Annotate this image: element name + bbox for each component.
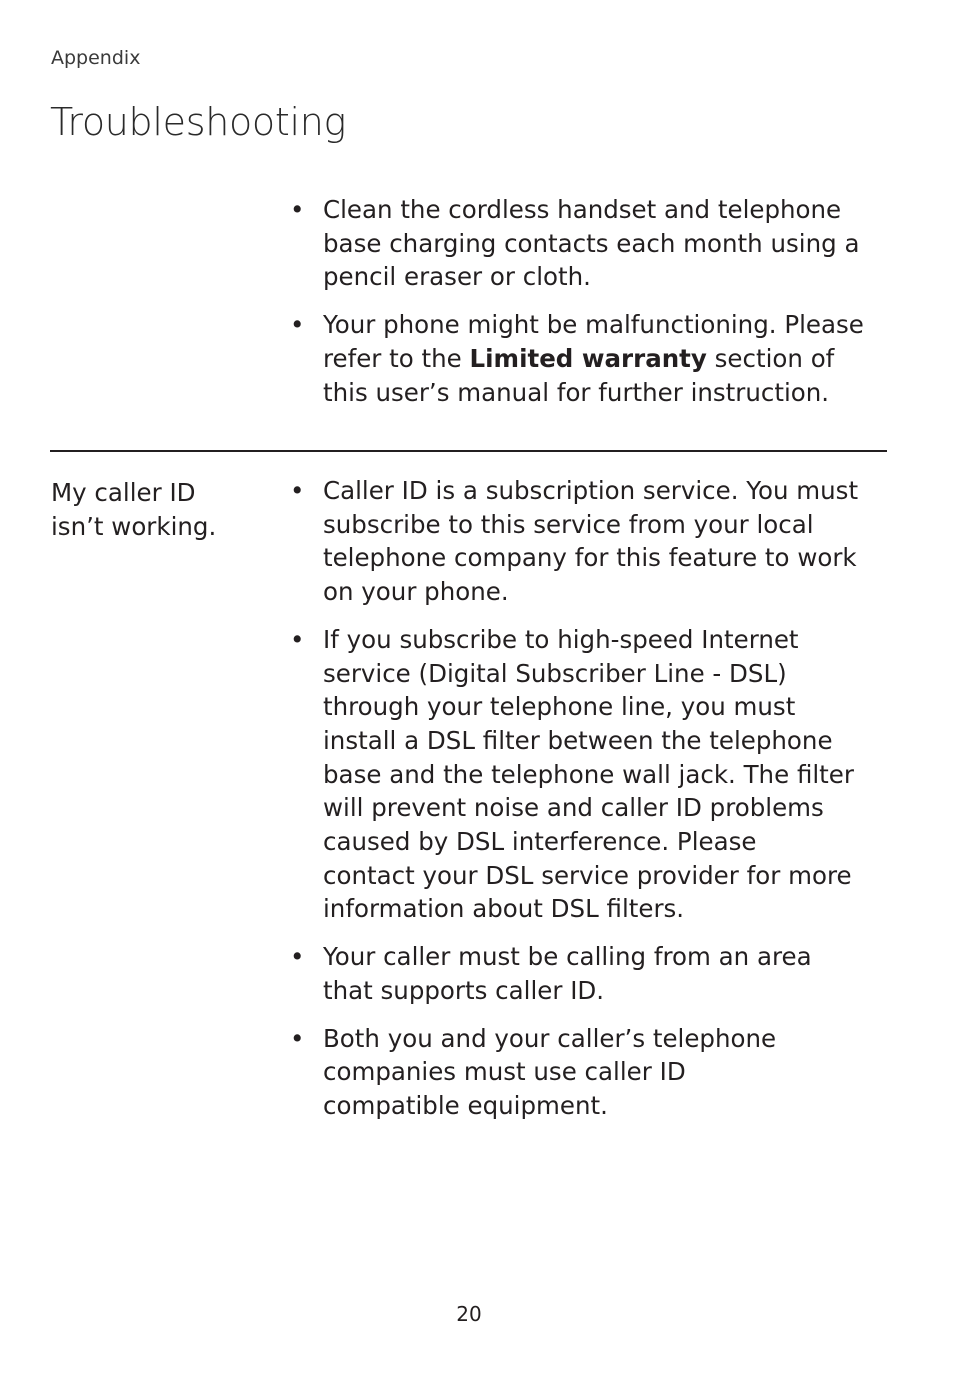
bullet-dot: • (290, 624, 305, 654)
text-line: isn’t working. (51, 511, 217, 541)
text-line: service (Digital Subscriber Line - DSL) (323, 658, 787, 688)
text-line (323, 342, 898, 376)
text-line: pencil eraser or cloth. (323, 262, 591, 292)
list-item (288, 193, 898, 294)
bullet-dot: • (290, 195, 305, 224)
continued-solutions-list (288, 193, 898, 423)
problem-caller-id (51, 476, 216, 543)
section-divider (50, 450, 887, 452)
text-line: Caller ID is a subscription service. You must (323, 476, 859, 505)
text-line: contact your DSL service provider for more (323, 860, 852, 890)
page-title: Troubleshooting (50, 100, 347, 144)
bullet-dot: • (290, 942, 305, 972)
text-line: base and the telephone wall jack. The filter (323, 759, 854, 789)
text-line: Your phone might be malfunctioning. Please (323, 310, 864, 340)
list-item (288, 474, 898, 609)
text-line: Your caller must be calling from an area (323, 942, 812, 972)
text-line: information about DSL filters. (323, 894, 685, 924)
section-label: Appendix (51, 47, 141, 69)
text-line: this user’s manual for further instruction. (323, 377, 830, 407)
text-line: on your phone. (323, 577, 509, 607)
text-line: My caller ID (51, 478, 196, 507)
text-line: base charging contacts each month using a (323, 228, 860, 258)
text-line: Clean the cordless handset and telephone (323, 195, 842, 224)
text-run: section of (706, 343, 835, 373)
text-run: refer to the (323, 343, 470, 373)
caller-id-solutions-list (288, 474, 898, 1137)
list-item (288, 623, 898, 926)
list-item (288, 1022, 898, 1123)
list-item (288, 308, 898, 409)
text-line: compatible equipment. (323, 1090, 608, 1120)
text-line: companies must use caller ID (323, 1057, 686, 1087)
text-line: Both you and your caller’s telephone (323, 1023, 777, 1053)
text-line: install a DSL filter between the telephone (323, 725, 833, 755)
bullet-dot: • (290, 310, 305, 340)
limited-warranty-reference: Limited warranty (469, 343, 707, 373)
text-line: will prevent noise and caller ID problems (323, 793, 824, 823)
list-item (288, 940, 898, 1007)
page-number: 20 (456, 1302, 482, 1326)
text-line: caused by DSL interference. Please (323, 827, 757, 857)
text-line: If you subscribe to high-speed Internet (323, 624, 799, 654)
text-line: through your telephone line, you must (323, 692, 796, 722)
bullet-dot: • (290, 1023, 305, 1053)
text-line: telephone company for this feature to work (323, 543, 857, 573)
text-line: that supports caller ID. (323, 975, 605, 1005)
text-line: subscribe to this service from your local (323, 509, 814, 539)
bullet-dot: • (290, 476, 305, 505)
